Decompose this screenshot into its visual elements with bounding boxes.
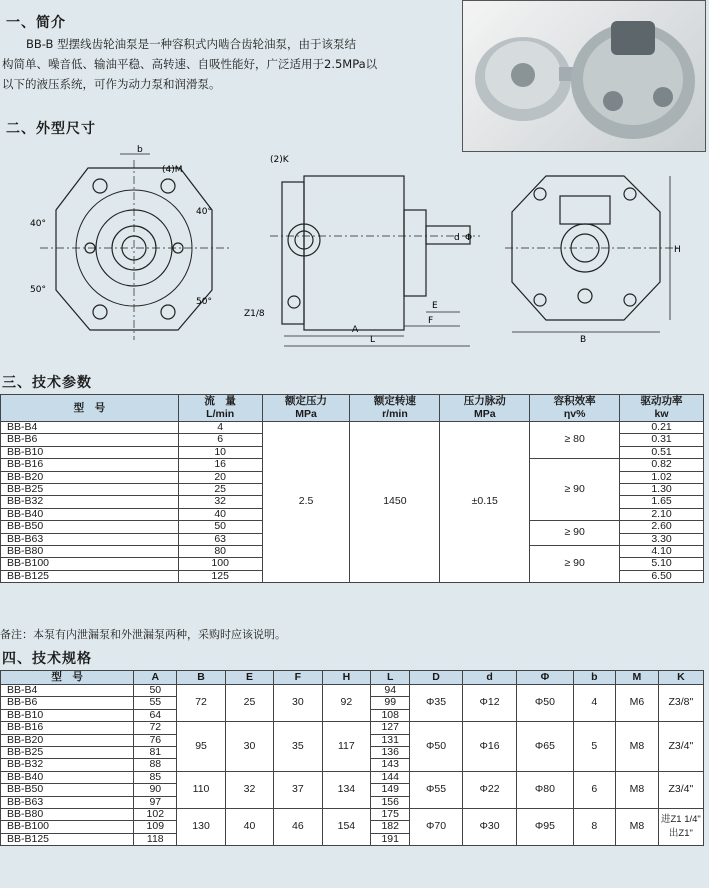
- efficiency-cell: ≥ 80: [530, 422, 620, 459]
- label-40-right: 40°: [196, 207, 212, 217]
- a-cell: 97: [134, 796, 177, 808]
- flow-cell: 10: [178, 446, 262, 458]
- k-inlet: 进Z1 1/4": [660, 814, 701, 826]
- tech-params-table: [0, 394, 704, 583]
- spec-header-bb: b: [573, 671, 615, 685]
- spec-header-e: E: [225, 671, 273, 685]
- h-cell: 134: [322, 771, 371, 808]
- k-cell: Z3/4": [658, 722, 703, 772]
- spec-header-model: 型 号: [1, 671, 134, 685]
- model-cell: BB-B16: [1, 722, 134, 734]
- model-cell: BB-B32: [1, 496, 179, 508]
- e-cell: 32: [225, 771, 273, 808]
- efficiency-cell: ≥ 90: [530, 459, 620, 521]
- h-cell: 92: [322, 685, 371, 722]
- model-cell: BB-B6: [1, 697, 134, 709]
- bb-cell: 8: [573, 809, 615, 846]
- bb-cell: 4: [573, 685, 615, 722]
- params-header-pulse: 压力脉动 MPa: [440, 395, 530, 422]
- label-phi: Φ: [465, 233, 473, 243]
- power-cell: 0.82: [620, 459, 704, 471]
- spec-header-row: [1, 671, 704, 685]
- power-cell: 1.02: [620, 471, 704, 483]
- bb-cell: 6: [573, 771, 615, 808]
- a-cell: 64: [134, 709, 177, 721]
- f-cell: 37: [274, 771, 322, 808]
- tech-spec-table: [0, 670, 704, 846]
- power-cell: 2.10: [620, 508, 704, 520]
- m-cell: M8: [616, 722, 659, 772]
- speed-cell: 1450: [350, 422, 440, 583]
- section-2-title: 二、外型尺寸: [6, 121, 96, 137]
- l-cell: 143: [371, 759, 410, 771]
- h-cell: 154: [322, 809, 371, 846]
- e-cell: 25: [225, 685, 273, 722]
- spec-header-D: D: [410, 671, 463, 685]
- model-cell: BB-B4: [1, 422, 179, 434]
- power-cell: 0.51: [620, 446, 704, 458]
- intro-line-1: BB-B 型摆线齿轮油泵是一种容积式内啮合齿轮油泵，由于该泵结: [26, 37, 357, 51]
- a-cell: 88: [134, 759, 177, 771]
- f-cell: 35: [274, 722, 322, 772]
- power-cell: 4.10: [620, 546, 704, 558]
- flow-cell: 25: [178, 484, 262, 496]
- product-photo: [462, 0, 706, 152]
- model-cell: BB-B125: [1, 570, 179, 582]
- params-header-efficiency: 容积效率 ηv%: [530, 395, 620, 422]
- label-50-left: 50°: [30, 285, 46, 295]
- k-cell: [658, 809, 703, 846]
- h-cell: 117: [322, 722, 371, 772]
- section-3-title: 三、技术参数: [2, 375, 92, 391]
- model-cell: BB-B63: [1, 796, 134, 808]
- d-cell: Φ16: [462, 722, 516, 772]
- a-cell: 118: [134, 833, 177, 845]
- flow-cell: 80: [178, 546, 262, 558]
- l-cell: 131: [371, 734, 410, 746]
- label-bb: B: [580, 335, 587, 345]
- a-cell: 81: [134, 747, 177, 759]
- power-cell: 1.65: [620, 496, 704, 508]
- intro-line-2: 构简单、噪音低、输油平稳、高转速、自吸性能好，广泛适用于2.5MPa以: [2, 57, 378, 71]
- power-cell: 6.50: [620, 570, 704, 582]
- m-cell: M6: [616, 685, 659, 722]
- e-cell: 30: [225, 722, 273, 772]
- power-cell: 2.60: [620, 521, 704, 533]
- spec-header-l: L: [371, 671, 410, 685]
- model-cell: BB-B16: [1, 459, 179, 471]
- label-40-left: 40°: [30, 219, 46, 229]
- flow-cell: 63: [178, 533, 262, 545]
- pressure-cell: 2.5: [262, 422, 350, 583]
- model-cell: BB-B50: [1, 521, 179, 533]
- f-cell: 30: [274, 685, 322, 722]
- D-cell: Φ55: [410, 771, 463, 808]
- model-cell: BB-B10: [1, 446, 179, 458]
- table-row: [1, 809, 704, 821]
- params-note: 备注：本泵有内泄漏泵和外泄漏泵两种，采购时应该说明。: [0, 628, 286, 641]
- D-cell: Φ50: [410, 722, 463, 772]
- model-cell: BB-B25: [1, 747, 134, 759]
- a-cell: 102: [134, 809, 177, 821]
- model-cell: BB-B40: [1, 771, 134, 783]
- params-header-model: 型 号: [1, 395, 179, 422]
- spec-header-h: H: [322, 671, 371, 685]
- l-cell: 108: [371, 709, 410, 721]
- model-cell: BB-B6: [1, 434, 179, 446]
- d-cell: Φ22: [462, 771, 516, 808]
- a-cell: 72: [134, 722, 177, 734]
- model-cell: BB-B10: [1, 709, 134, 721]
- flow-cell: 6: [178, 434, 262, 446]
- label-h: H: [674, 245, 681, 255]
- spec-header-k: K: [658, 671, 703, 685]
- label-k: (2)K: [270, 155, 289, 165]
- label-e: E: [432, 301, 438, 311]
- D-cell: Φ35: [410, 685, 463, 722]
- f-cell: 46: [274, 809, 322, 846]
- k-cell: Z3/4": [658, 771, 703, 808]
- label-m: (4)M: [162, 165, 183, 175]
- label-l: L: [370, 335, 376, 345]
- model-cell: BB-B40: [1, 508, 179, 520]
- D-cell: Φ70: [410, 809, 463, 846]
- power-cell: 3.30: [620, 533, 704, 545]
- k-outlet: 出Z1": [668, 828, 693, 840]
- l-cell: 127: [371, 722, 410, 734]
- model-cell: BB-B100: [1, 821, 134, 833]
- model-cell: BB-B32: [1, 759, 134, 771]
- table-row: [1, 422, 704, 434]
- efficiency-cell: ≥ 90: [530, 546, 620, 583]
- power-cell: 0.21: [620, 422, 704, 434]
- flow-cell: 40: [178, 508, 262, 520]
- phi-cell: Φ65: [517, 722, 573, 772]
- side-view-body: [282, 182, 304, 324]
- l-cell: 149: [371, 784, 410, 796]
- pulse-cell: ±0.15: [440, 422, 530, 583]
- flow-cell: 16: [178, 459, 262, 471]
- l-cell: 182: [371, 821, 410, 833]
- spec-header-f: F: [274, 671, 322, 685]
- power-cell: 1.30: [620, 484, 704, 496]
- params-header-pressure: 额定压力 MPa: [262, 395, 350, 422]
- a-cell: 55: [134, 697, 177, 709]
- section-4-title: 四、技术规格: [2, 651, 92, 667]
- spec-header-a: A: [134, 671, 177, 685]
- l-cell: 94: [371, 685, 410, 697]
- phi-cell: Φ95: [517, 809, 573, 846]
- d-cell: Φ12: [462, 685, 516, 722]
- power-cell: 5.10: [620, 558, 704, 570]
- table-row: [1, 722, 704, 734]
- label-d: d: [454, 233, 460, 243]
- a-cell: 50: [134, 685, 177, 697]
- l-cell: 156: [371, 796, 410, 808]
- phi-cell: Φ50: [517, 685, 573, 722]
- table-row: [1, 685, 704, 697]
- a-cell: 90: [134, 784, 177, 796]
- model-cell: BB-B80: [1, 809, 134, 821]
- spec-header-phi: Φ: [517, 671, 573, 685]
- params-header-flow: 流 量 L/min: [178, 395, 262, 422]
- k-cell: Z3/8": [658, 685, 703, 722]
- spec-header-b: B: [177, 671, 226, 685]
- flow-cell: 50: [178, 521, 262, 533]
- bb-cell: 5: [573, 722, 615, 772]
- params-header-row: [1, 395, 704, 422]
- dimension-drawing: [0, 140, 709, 370]
- spec-header-m: M: [616, 671, 659, 685]
- flow-cell: 100: [178, 558, 262, 570]
- b-cell: 130: [177, 809, 226, 846]
- a-cell: 109: [134, 821, 177, 833]
- m-cell: M8: [616, 771, 659, 808]
- model-cell: BB-B50: [1, 784, 134, 796]
- model-cell: BB-B25: [1, 484, 179, 496]
- b-cell: 110: [177, 771, 226, 808]
- model-cell: BB-B100: [1, 558, 179, 570]
- b-cell: 72: [177, 685, 226, 722]
- flow-cell: 20: [178, 471, 262, 483]
- intro-line-3: 以下的液压系统，可作为动力泵和润滑泵。: [2, 77, 221, 91]
- power-cell: 0.31: [620, 434, 704, 446]
- label-b: b: [137, 145, 143, 155]
- params-header-speed: 额定转速 r/min: [350, 395, 440, 422]
- l-cell: 136: [371, 747, 410, 759]
- label-50-right: 50°: [196, 297, 212, 307]
- params-header-power: 驱动功率 kw: [620, 395, 704, 422]
- flow-cell: 4: [178, 422, 262, 434]
- l-cell: 175: [371, 809, 410, 821]
- label-a: A: [352, 325, 359, 335]
- a-cell: 85: [134, 771, 177, 783]
- model-cell: BB-B125: [1, 833, 134, 845]
- l-cell: 99: [371, 697, 410, 709]
- model-cell: BB-B80: [1, 546, 179, 558]
- model-cell: BB-B4: [1, 685, 134, 697]
- flow-cell: 125: [178, 570, 262, 582]
- l-cell: 144: [371, 771, 410, 783]
- section-1-title: 一、简介: [6, 15, 66, 31]
- phi-cell: Φ80: [517, 771, 573, 808]
- e-cell: 40: [225, 809, 273, 846]
- b-cell: 95: [177, 722, 226, 772]
- l-cell: 191: [371, 833, 410, 845]
- model-cell: BB-B20: [1, 471, 179, 483]
- efficiency-cell: ≥ 90: [530, 521, 620, 546]
- label-z: Z1/8: [244, 309, 265, 319]
- model-cell: BB-B20: [1, 734, 134, 746]
- a-cell: 76: [134, 734, 177, 746]
- d-cell: Φ30: [462, 809, 516, 846]
- label-f: F: [428, 316, 434, 326]
- spec-header-d: d: [462, 671, 516, 685]
- model-cell: BB-B63: [1, 533, 179, 545]
- m-cell: M8: [616, 809, 659, 846]
- flow-cell: 32: [178, 496, 262, 508]
- table-row: [1, 771, 704, 783]
